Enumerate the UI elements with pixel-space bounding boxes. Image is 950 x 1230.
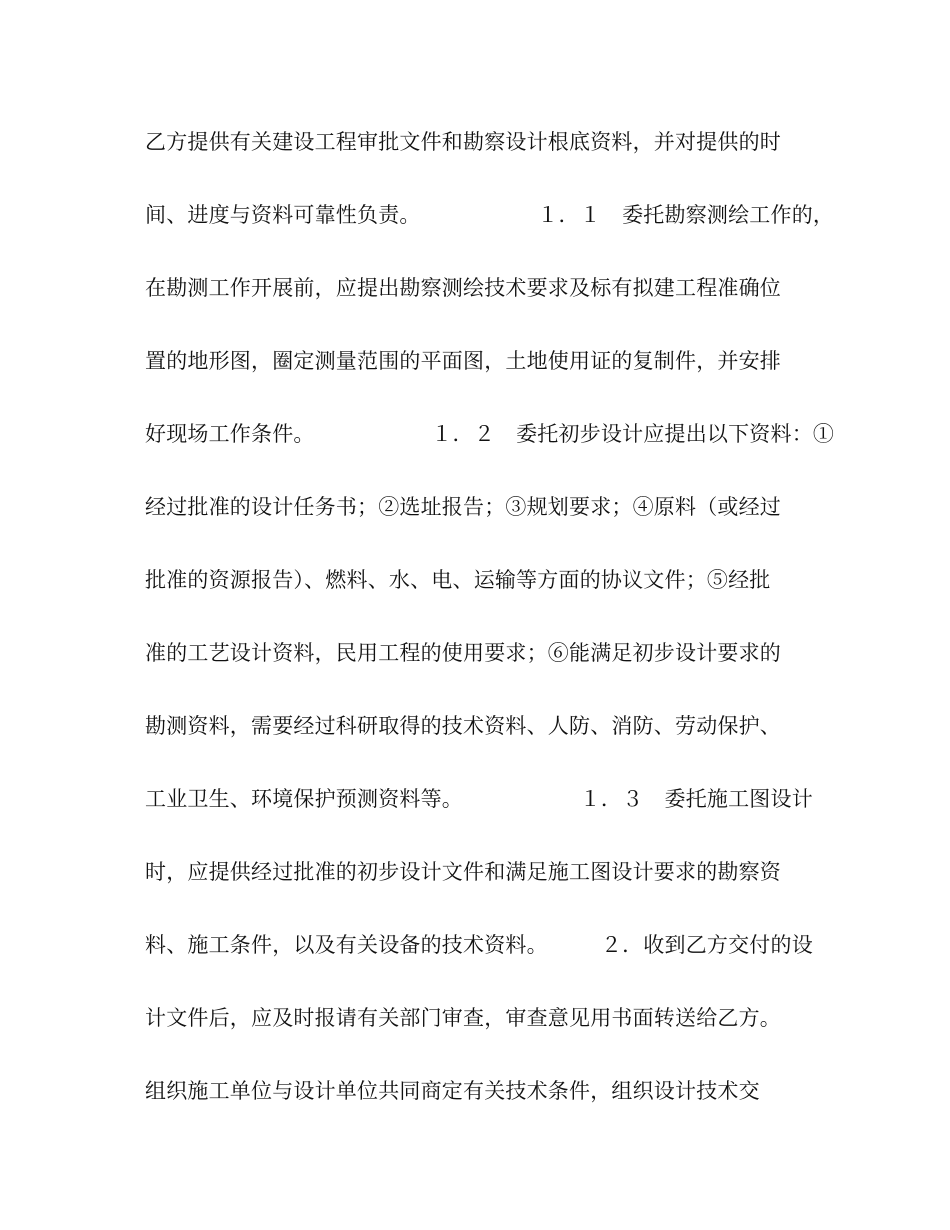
text-line-10: 工业卫生、环境保护预测资料等。 １．３ 委托施工图设计 <box>145 787 813 811</box>
text-line-12: 料、施工条件，以及有关设备的技术资料。 ２．收到乙方交付的设 <box>145 933 813 957</box>
text-line-4: 置的地形图，圈定测量范围的平面图，土地使用证的复制件，并安排 <box>145 349 781 373</box>
text-line-1: 乙方提供有关建设工程审批文件和勘察设计根底资料，并对提供的时 <box>145 130 781 154</box>
text-line-3: 在勘测工作开展前，应提出勘察测绘技术要求及标有拟建工程准确位 <box>145 276 781 300</box>
text-line-11: 时，应提供经过批准的初步设计文件和满足施工图设计要求的勘察资 <box>145 860 781 884</box>
text-line-14: 组织施工单位与设计单位共同商定有关技术条件，组织设计技术交 <box>145 1079 760 1103</box>
text-line-2: 间、进度与资料可靠性负责。 １．１ 委托勘察测绘工作的， <box>145 203 835 227</box>
text-line-9: 勘测资料，需要经过科研取得的技术资料、人防、消防、劳动保护、 <box>145 714 781 738</box>
document-body <box>145 118 835 1140</box>
text-line-6: 经过批准的设计任务书；②选址报告；③规划要求；④原料（或经过 <box>145 495 781 519</box>
text-line-13: 计文件后，应及时报请有关部门审查，审查意见用书面转送给乙方。 <box>145 1006 781 1030</box>
text-line-8: 准的工艺设计资料，民用工程的使用要求；⑥能满足初步设计要求的 <box>145 641 781 665</box>
text-line-5: 好现场工作条件。 １．２ 委托初步设计应提出以下资料：① <box>145 422 835 446</box>
text-line-7: 批准的资源报告）、燃料、水、电、运输等方面的协议文件；⑤经批 <box>145 568 771 592</box>
